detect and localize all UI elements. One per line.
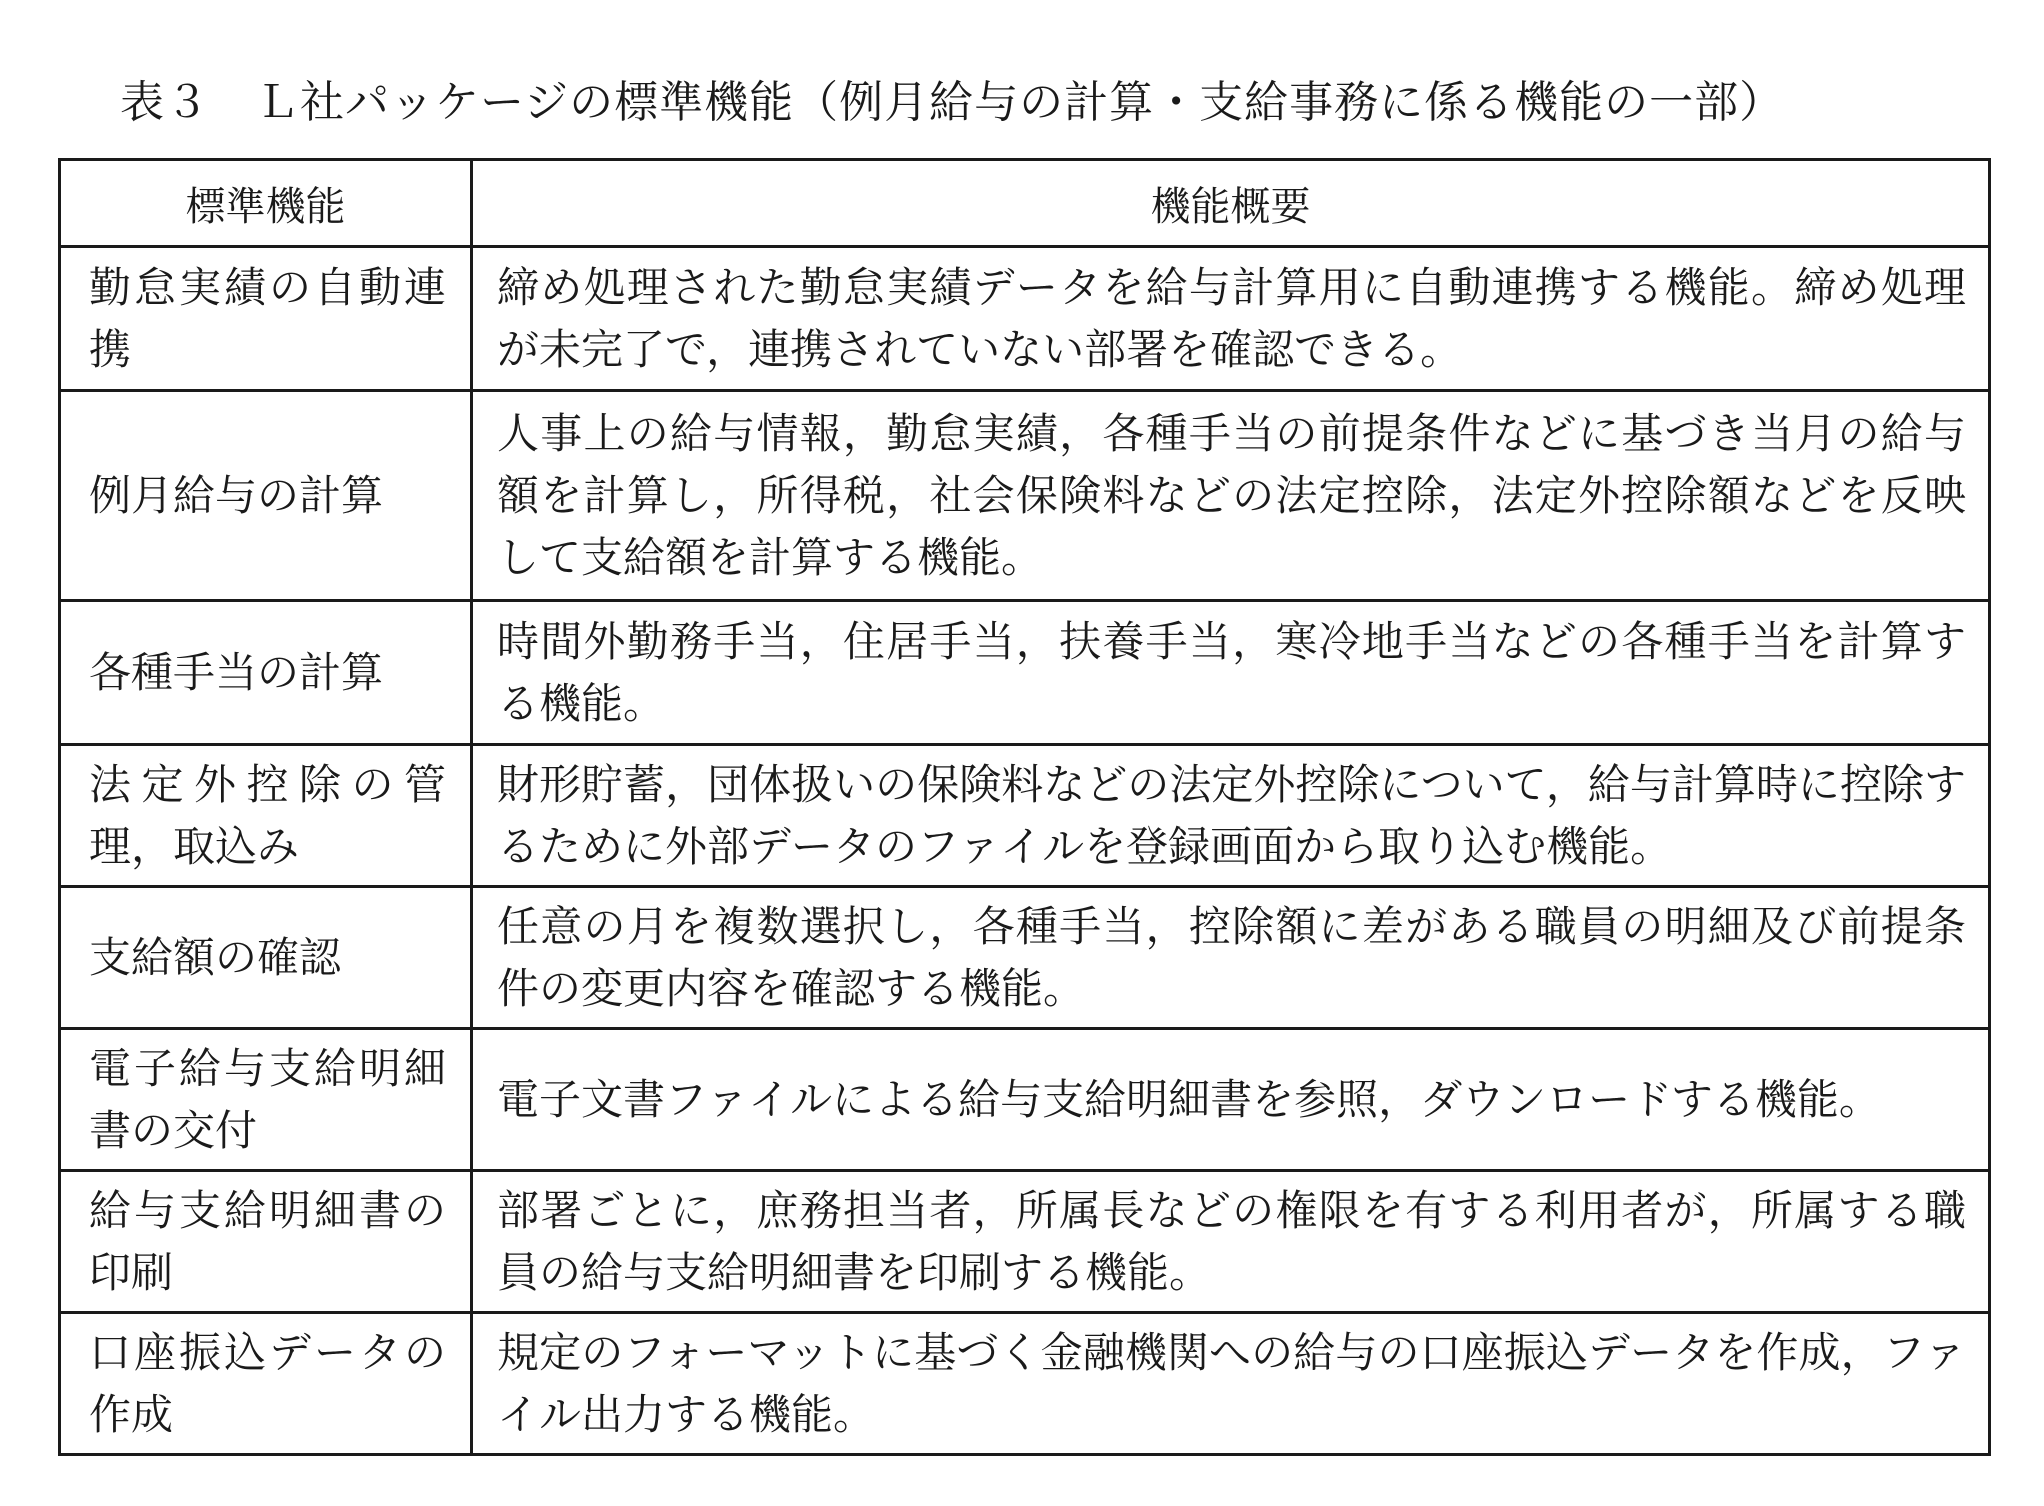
feature-name: 口座振込データの作成 [60, 1313, 472, 1455]
feature-summary: 任意の月を複数選択し，各種手当，控除額に差がある職員の明細及び前提条件の変更内容を確認する機能。 [472, 887, 1990, 1029]
table-caption: 表３ Ｌ社パッケージの標準機能（例月給与の計算・支給事務に係る機能の一部） [120, 77, 1785, 128]
feature-name: 法定外控除の管理，取込み [60, 745, 472, 887]
standard-features-table [58, 158, 1991, 1456]
table-row [60, 1029, 1990, 1171]
feature-name: 給与支給明細書の印刷 [60, 1171, 472, 1313]
table-row [60, 887, 1990, 1029]
feature-summary: 人事上の給与情報，勤怠実績，各種手当の前提条件などに基づき当月の給与額を計算し，所得税，社会保険料などの法定控除，法定外控除額などを反映して支給額を計算する機能。 [472, 391, 1990, 601]
feature-summary: 規定のフォーマットに基づく金融機関への給与の口座振込データを作成，ファイル出力する機能。 [472, 1313, 1990, 1455]
table-row [60, 391, 1990, 601]
header-row [60, 160, 1990, 247]
feature-summary: 時間外勤務手当，住居手当，扶養手当，寒冷地手当などの各種手当を計算する機能。 [472, 601, 1990, 745]
feature-name: 電子給与支給明細書の交付 [60, 1029, 472, 1171]
feature-summary: 締め処理された勤怠実績データを給与計算用に自動連携する機能。締め処理が未完了で，連携されていない部署を確認できる。 [472, 247, 1990, 391]
feature-summary: 電子文書ファイルによる給与支給明細書を参照，ダウンロードする機能。 [472, 1029, 1990, 1171]
table-row [60, 1313, 1990, 1455]
feature-name: 例月給与の計算 [60, 391, 472, 601]
table-row [60, 1171, 1990, 1313]
table-row [60, 247, 1990, 391]
feature-summary: 部署ごとに，庶務担当者，所属長などの権限を有する利用者が，所属する職員の給与支給明細書を印刷する機能。 [472, 1171, 1990, 1313]
feature-name: 各種手当の計算 [60, 601, 472, 745]
feature-name: 支給額の確認 [60, 887, 472, 1029]
feature-name: 勤怠実績の自動連携 [60, 247, 472, 391]
header-summary: 機能概要 [472, 160, 1990, 247]
table-row [60, 601, 1990, 745]
table-row [60, 745, 1990, 887]
header-feature: 標準機能 [60, 160, 472, 247]
feature-summary: 財形貯蓄，団体扱いの保険料などの法定外控除について，給与計算時に控除するために外部データのファイルを登録画面から取り込む機能。 [472, 745, 1990, 887]
